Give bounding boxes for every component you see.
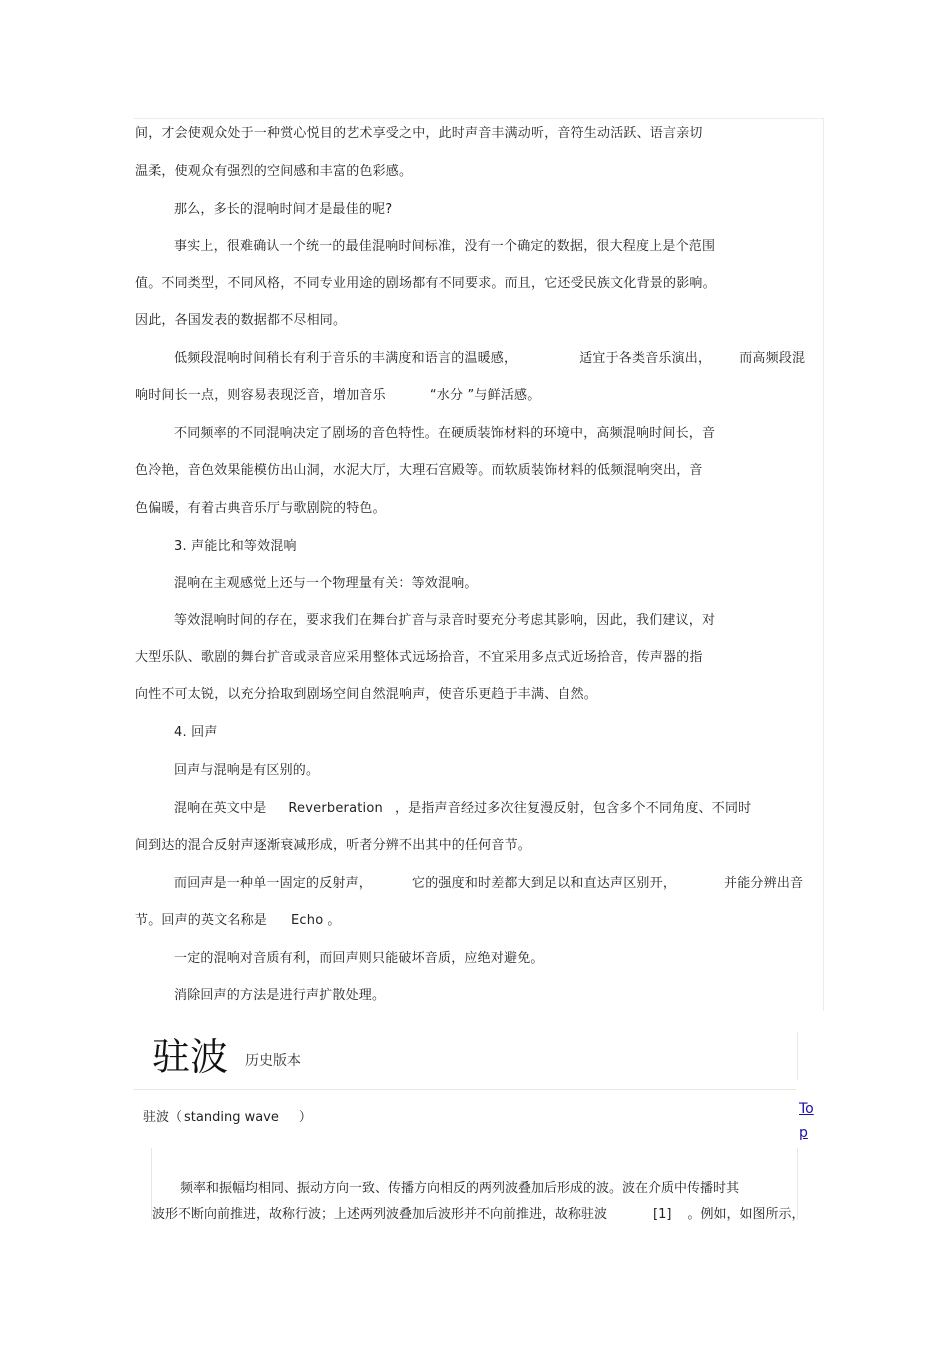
text-fragment: 响时间长一点，则容易表现泛音，增加音乐 bbox=[135, 388, 386, 403]
text-fragment: 低频段混响时间稍长有利于音乐的丰满度和语言的温暖感， bbox=[174, 351, 518, 366]
text-line: 间到达的混合反射声逐渐衰减形成，听者分辨不出其中的任何音节。 bbox=[135, 838, 532, 853]
text-line bbox=[174, 800, 751, 818]
text-fragment: Reverberation bbox=[288, 801, 383, 816]
text-line: 频率和振幅均相同、振动方向一致、传播方向相反的两列波叠加后形成的波。波在介质中传播时其 bbox=[180, 1181, 740, 1196]
text-fragment: ） bbox=[298, 1110, 312, 1125]
text-fragment: 适宜于各类音乐演出， bbox=[579, 351, 712, 366]
page-title: 驻波 bbox=[152, 1035, 229, 1079]
text-line: 色冷艳，音色效果能模仿出山洞，水泥大厅，大理石宫殿等。而软质装饰材料的低频混响突出，音 bbox=[135, 463, 703, 478]
text-line: 回声与混响是有区别的。 bbox=[174, 763, 320, 778]
text-line: 间，才会使观众处于一种赏心悦目的艺术享受之中，此时声音丰满动听，音符生动活跃、语言亲切 bbox=[135, 126, 703, 141]
text-fragment: 。 bbox=[327, 913, 341, 928]
text-line bbox=[152, 1206, 804, 1224]
text-line: 向性不可太锐，以充分拾取到剧场空间自然混响声，使音乐更趋于丰满、自然。 bbox=[135, 687, 598, 702]
text-line: 色偏暖，有着古典音乐厅与歌剧院的特色。 bbox=[135, 501, 386, 516]
text-line: 事实上，很难确认一个统一的最佳混响时间标准，没有一个确定的数据，很大程度上是个范围 bbox=[174, 239, 716, 254]
text-fragment: ，是指声音经过多次往复漫反射，包含多个不同角度、不同时 bbox=[394, 801, 752, 816]
text-line: 温柔，使观众有强烈的空间感和丰富的色彩感。 bbox=[135, 164, 413, 179]
citation-link[interactable]: [1] bbox=[653, 1207, 672, 1222]
frame-border-right bbox=[823, 118, 824, 1011]
text-fragment: standing wave bbox=[184, 1110, 279, 1125]
text-fragment: 而回声是一种单一固定的反射声， bbox=[174, 876, 373, 891]
text-line bbox=[174, 350, 805, 368]
text-fragment: 而高频段混 bbox=[739, 351, 806, 366]
text-fragment: 。例如，如图所示， bbox=[687, 1207, 805, 1222]
text-line: 消除回声的方法是进行声扩散处理。 bbox=[174, 988, 386, 1003]
text-line bbox=[135, 387, 540, 405]
text-line bbox=[174, 875, 803, 893]
divider bbox=[134, 1089, 796, 1090]
text-fragment: 混响在英文中是 bbox=[174, 801, 267, 816]
text-line: 混响在主观感觉上还与一个物理量有关：等效混响。 bbox=[174, 576, 478, 591]
text-line: 那么，多长的混响时间才是最佳的呢? bbox=[174, 202, 393, 217]
top-link[interactable]: Top bbox=[799, 1101, 814, 1141]
text-line: 大型乐队、歌剧的舞台扩音或录音应采用整体式远场拾音，不宜采用多点式近场拾音，传声器的指 bbox=[135, 650, 703, 665]
text-line: 等效混响时间的存在，要求我们在舞台扩音与录音时要充分考虑其影响，因此，我们建议，对 bbox=[174, 613, 716, 628]
text-line: 一定的混响对音质有利，而回声则只能破坏音质，应绝对避免。 bbox=[174, 951, 544, 966]
section-heading: 4. 回声 bbox=[174, 725, 218, 740]
divider bbox=[797, 1032, 798, 1080]
text-fragment: 波形不断向前推进，故称行波；上述两列波叠加后波形并不向前推进，故称驻波 bbox=[152, 1207, 608, 1222]
history-versions-link[interactable]: 历史版本 bbox=[245, 1053, 301, 1069]
text-fragment: “水分 ”与鲜活感。 bbox=[429, 388, 541, 403]
text-line: 因此，各国发表的数据都不尽相同。 bbox=[135, 313, 347, 328]
text-fragment: 节。回声的英文名称是 bbox=[135, 913, 268, 928]
text-fragment: 并能分辨出音 bbox=[724, 876, 804, 891]
text-fragment: 驻波（ bbox=[143, 1110, 183, 1125]
subheading bbox=[143, 1109, 312, 1127]
text-fragment: 它的强度和时差都大到足以和直达声区别开， bbox=[412, 876, 677, 891]
text-line bbox=[135, 912, 341, 930]
text-fragment: Echo bbox=[291, 913, 324, 928]
text-line: 值。不同类型，不同风格，不同专业用途的剧场都有不同要求。而且，它还受民族文化背景的影响。 bbox=[135, 276, 716, 291]
section-heading: 3. 声能比和等效混响 bbox=[174, 539, 297, 554]
text-line: 不同频率的不同混响决定了剧场的音色特性。在硬质装饰材料的环境中，高频混响时间长，音 bbox=[174, 426, 716, 441]
frame-border-top bbox=[134, 118, 824, 119]
